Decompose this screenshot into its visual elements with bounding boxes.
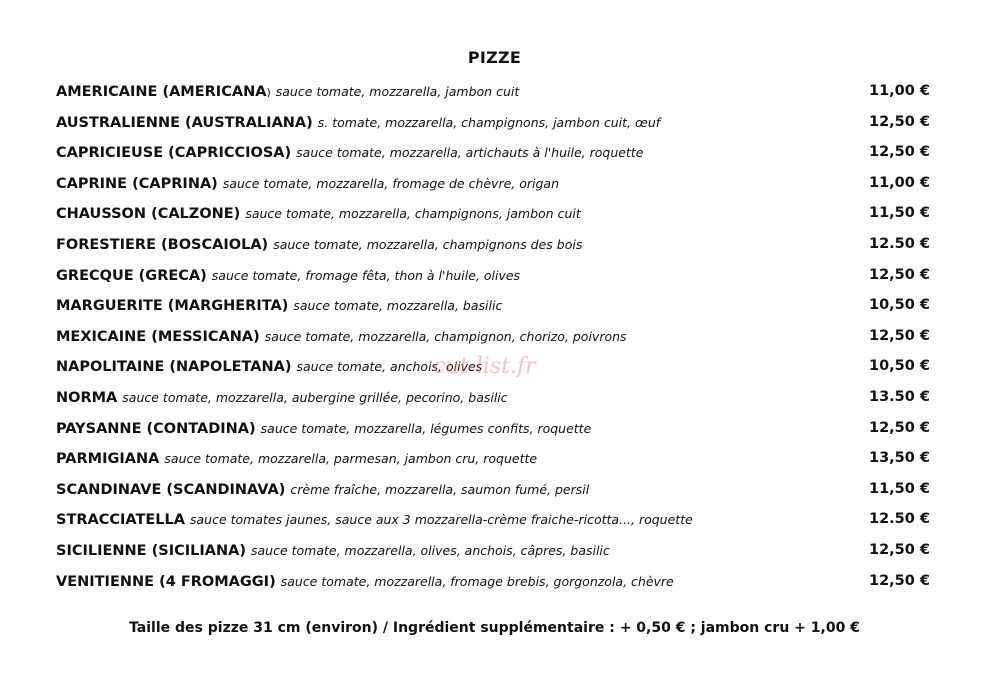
- item-name: PARMIGIANA: [56, 451, 160, 468]
- item-description: sauce tomate, mozzarella, artichauts à l'huile, roquette: [296, 145, 644, 161]
- item-description: sauce tomate, anchois, olives: [296, 359, 483, 375]
- item-description: sauce tomate, mozzarella, champignons, jambon cuit: [245, 206, 581, 222]
- item-description: sauce tomate, mozzarella, fromage brebis, gorgonzola, chèvre: [280, 573, 674, 589]
- item-description: sauce tomate, mozzarella, jambon cuit: [275, 84, 520, 99]
- footer-note: Taille des pizze 31 cm (environ) / Ingrédient supplémentaire : + 0,50 € ; jambon cru + 1,00 €: [129, 620, 860, 636]
- menu-item: [56, 415, 930, 446]
- item-price: 12.50 €: [868, 511, 930, 528]
- menu-item: [56, 353, 930, 384]
- menu-item: [56, 109, 930, 140]
- item-name: VENITIENNE (4 FROMAGGI): [56, 573, 276, 590]
- item-description: sauce tomate, mozzarella, fromage de chèvre, origan: [222, 175, 560, 191]
- menu-item: [56, 384, 930, 415]
- menu-item: [56, 200, 930, 231]
- menu-item: [56, 476, 930, 507]
- item-price: 13.50 €: [868, 388, 930, 405]
- pizza-menu-list: [56, 78, 930, 598]
- item-price: 12,50 €: [868, 113, 930, 130]
- item-description: sauce tomate, mozzarella, parmesan, jambon cru, roquette: [164, 451, 538, 467]
- item-name: AUSTRALIENNE (AUSTRALIANA): [56, 114, 313, 131]
- item-price: 11,50 €: [868, 205, 930, 222]
- item-price: 11,00 €: [868, 83, 930, 99]
- item-description: sauce tomate, mozzarella, champignons des bois: [273, 236, 583, 252]
- item-name: NAPOLITAINE (NAPOLETANA): [56, 359, 292, 376]
- menu-item: [56, 445, 930, 476]
- item-description: sauce tomate, mozzarella, aubergine grillée, pecorino, basilic: [122, 389, 508, 405]
- menu-item: [56, 568, 930, 599]
- menu-item: [56, 170, 930, 201]
- menu-item: [56, 292, 930, 323]
- item-price: 10,50 €: [868, 297, 930, 314]
- item-price: 12,50 €: [868, 327, 930, 344]
- item-description: sauce tomate, mozzarella, champignon, chorizo, poivrons: [264, 328, 627, 344]
- item-name: GRECQUE (GRECA): [56, 267, 207, 284]
- item-name: NORMA: [56, 389, 118, 406]
- menu-item: [56, 78, 930, 109]
- item-description: crème fraîche, mozzarella, saumon fumé, persil: [290, 481, 590, 497]
- item-name: CHAUSSON (CALZONE): [56, 206, 241, 223]
- item-name: MEXICAINE (MESSICANA): [56, 328, 260, 345]
- item-price: 11,50 €: [868, 480, 930, 497]
- menu-item: [56, 506, 930, 537]
- item-price: 12.50 €: [868, 235, 930, 252]
- item-name: SCANDINAVE (SCANDINAVA): [56, 481, 286, 498]
- item-price: 10,50 €: [868, 358, 930, 375]
- item-price: 12,50 €: [868, 144, 930, 161]
- item-name: FORESTIERE (BOSCAIOLA): [56, 236, 269, 253]
- item-description: sauce tomate, mozzarella, olives, anchois, câpres, basilic: [250, 542, 610, 558]
- item-name: MARGUERITE (MARGHERITA): [56, 298, 289, 315]
- item-description: sauce tomates jaunes, sauce aux 3 mozzarella-crème fraiche-ricotta..., roquette: [190, 512, 693, 528]
- item-description: sauce tomate, mozzarella, légumes confits, roquette: [260, 420, 592, 436]
- item-description: sauce tomate, mozzarella, basilic: [293, 298, 503, 314]
- item-description: sauce tomate, fromage fêta, thon à l'huile, olives: [211, 267, 521, 283]
- item-price: 12,50 €: [868, 266, 930, 283]
- item-price: 13,50 €: [868, 450, 930, 467]
- page-title: PIZZE: [467, 48, 522, 67]
- item-price: 11,00 €: [868, 174, 930, 191]
- menu-item: [56, 323, 930, 354]
- item-name: CAPRICIEUSE (CAPRICCIOSA): [56, 145, 292, 162]
- item-description: s. tomate, mozzarella, champignons, jambon cuit, œuf: [317, 114, 661, 130]
- menu-item: [56, 139, 930, 170]
- menu-item: [56, 231, 930, 262]
- item-name: STRACCIATELLA: [56, 512, 185, 529]
- item-price: 12,50 €: [868, 419, 930, 436]
- item-name: PAYSANNE (CONTADINA): [56, 420, 256, 437]
- item-price: 12,50 €: [868, 541, 930, 558]
- menu-item: [56, 537, 930, 568]
- item-name: CAPRINE (CAPRINA): [56, 175, 218, 192]
- item-price: 12,50 €: [868, 572, 930, 589]
- menu-item: [56, 262, 930, 293]
- watermark: cut-list.fr: [433, 354, 536, 379]
- item-name-close: ): [266, 86, 271, 99]
- item-name: SICILIENNE (SICILIANA): [56, 542, 246, 559]
- item-name: AMERICAINE (AMERICANA: [56, 84, 267, 100]
